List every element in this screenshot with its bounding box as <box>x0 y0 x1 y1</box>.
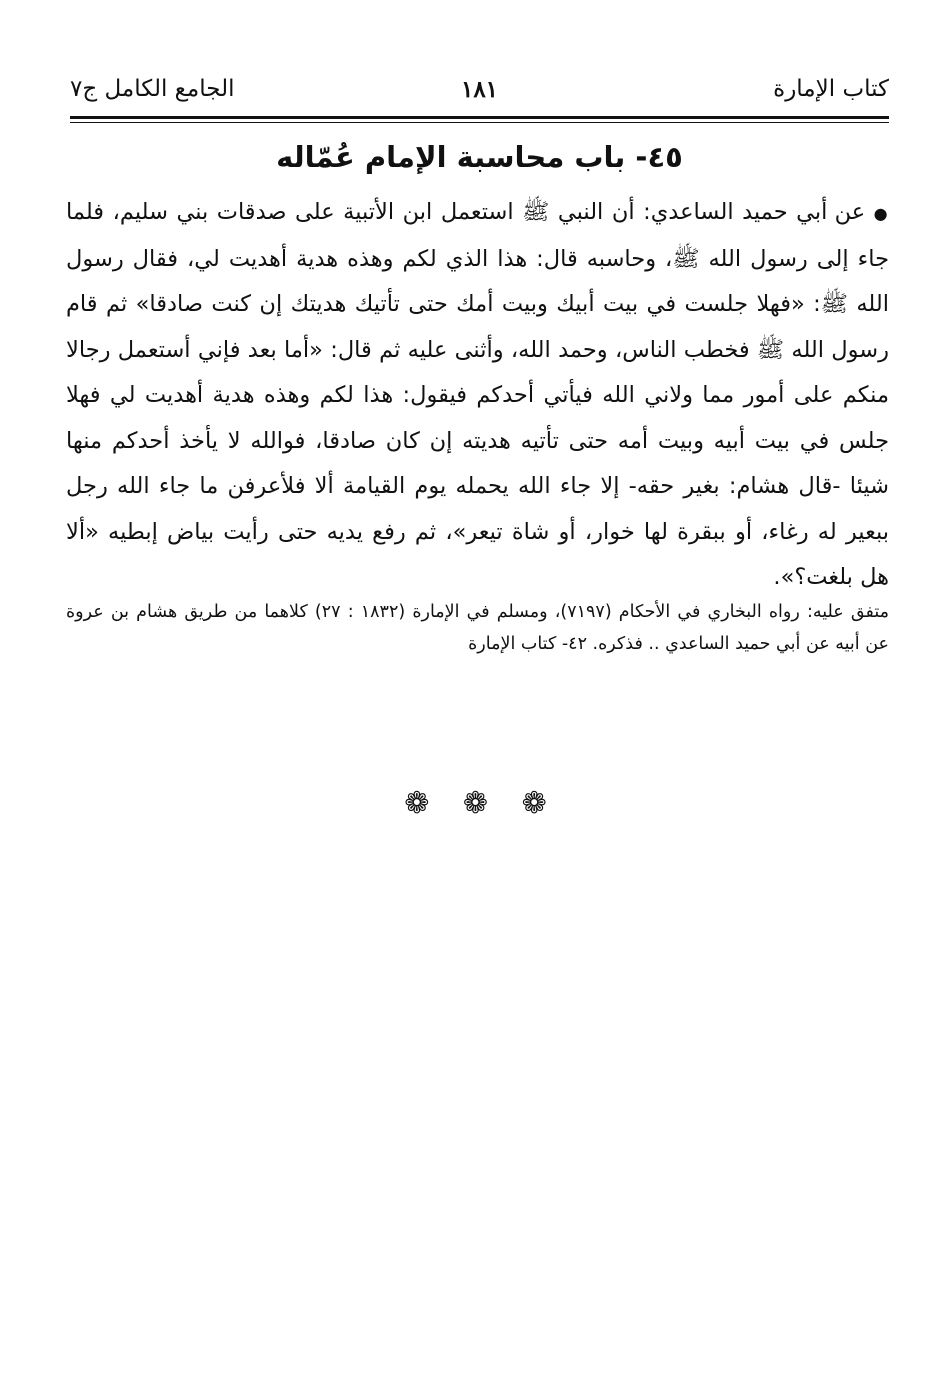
takhrij-footnote: متفق عليه: رواه البخاري في الأحكام (٧١٩٧)، ومسلم في الإمارة (١٨٣٢ : ٢٧) كلاهما من طريق هشام بن عروة عن أبيه عن أبي حميد الساعدي .. فذكره. ٤٢- كتاب الإمارة <box>66 602 889 654</box>
page-number: ١٨١ <box>460 76 499 103</box>
header-rule-thin <box>70 122 889 123</box>
running-header <box>70 72 889 112</box>
book-section-title: كتاب الإمارة <box>773 76 889 102</box>
hadith-body: عن أبي حميد الساعدي: أن النبي ﷺ استعمل ابن الأتبية على صدقات بني سليم، فلما جاء إلى رسول الله ﷺ، وحاسبه قال: هذا الذي لكم وهذه هدية أهديت لي، فقال رسول الله ﷺ: «فهلا جلست في بيت أبيك وبيت أمك حتى تأتيك هديتك إن كنت صادقا» ثم قام رسول الله ﷺ فخطب الناس، وحمد الله، وأثنى عليه ثم قال: «أما بعد فإني أستعمل رجالا منكم على أمور مما ولاني الله فيأتي أحدكم فيقول: هذا لكم وهذه هدية أهديت لي فهلا جلس في بيت أبيه وبيت أمه حتى تأتيه هديته إن كان صادقا، فوالله لا يأخذ أحدكم منها شيئا -قال هشام: بغير حقه- إلا جاء الله يحمله يوم القيامة ألا فلأعرفن ما جاء الله رجل ببعير له رغاء، أو ببقرة لها خوار، أو شاة تيعر»، ثم رفع يديه حتى رأيت بياض إبطيه «ألا هل بلغت؟». <box>66 199 889 590</box>
bullet-icon: ● <box>873 204 889 223</box>
hadith-text <box>66 190 889 601</box>
flower-ornament-icon: ❁ <box>521 786 547 821</box>
header-rule-thick <box>70 116 889 119</box>
flower-ornament-icon: ❁ <box>404 786 430 821</box>
book-volume-title: الجامع الكامل ج٧ <box>70 76 235 102</box>
flower-ornament-icon: ❁ <box>462 786 489 821</box>
section-end-ornaments <box>0 786 951 822</box>
chapter-title: ٤٥- باب محاسبة الإمام عُمّاله <box>276 140 683 174</box>
